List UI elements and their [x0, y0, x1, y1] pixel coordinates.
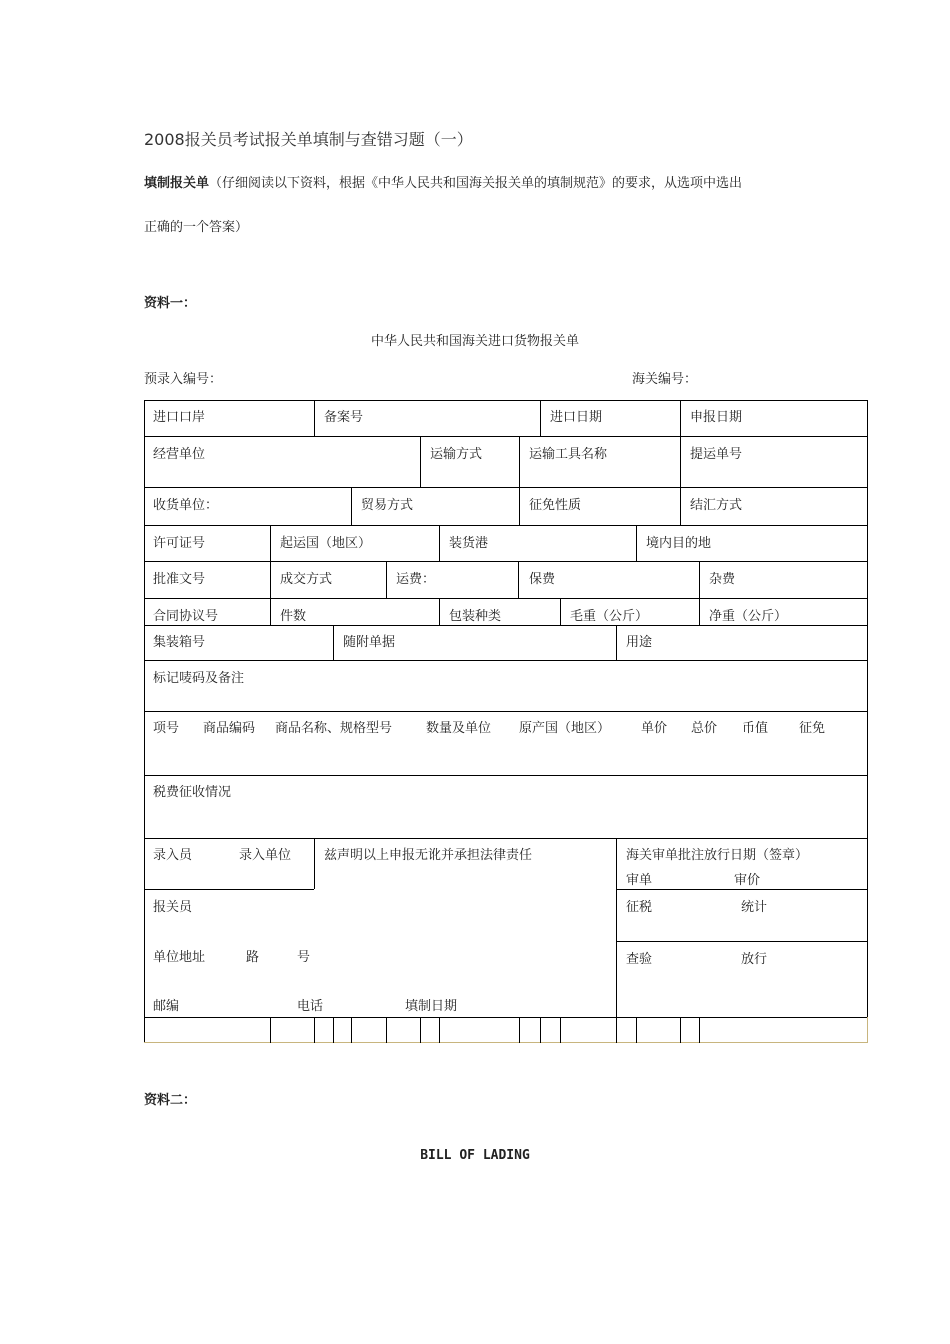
strip-divider [699, 1017, 700, 1043]
strip-divider [386, 1017, 387, 1043]
intro-bold-label: 填制报关单 [144, 176, 210, 191]
intro-line-1 [144, 172, 742, 191]
strip-divider [439, 1017, 440, 1043]
customs-number-label: 海关编号： [632, 372, 698, 387]
section-heading-2: 资料二： [144, 1093, 197, 1108]
field-bill-number: 提运单号 [690, 447, 743, 462]
col-divider [699, 598, 700, 625]
col-divider [680, 400, 681, 436]
field-entry-clerk: 录入员 [153, 848, 193, 863]
field-contract-number: 合同协议号 [153, 609, 219, 624]
col-divider [699, 561, 700, 598]
col-divider [519, 436, 520, 487]
field-net-weight: 净重（公斤） [709, 609, 788, 624]
field-container-number: 集装箱号 [153, 635, 206, 650]
declaration-statement: 兹声明以上申报无讹并承担法律责任 [324, 848, 533, 863]
row-divider [144, 711, 868, 712]
item-header-origin-country: 原产国（地区） [519, 721, 611, 736]
row-divider [144, 487, 868, 488]
field-trade-mode: 贸易方式 [361, 498, 414, 513]
col-divider [333, 625, 334, 660]
field-price-review: 审价 [734, 873, 761, 888]
strip-divider [351, 1017, 352, 1043]
col-divider [680, 487, 681, 525]
field-import-date: 进口日期 [550, 410, 603, 425]
row-divider [144, 625, 868, 626]
field-statistics: 统计 [741, 900, 768, 915]
strip-divider [519, 1017, 520, 1043]
field-gross-weight: 毛重（公斤） [570, 609, 649, 624]
strip-divider [420, 1017, 421, 1043]
field-road: 路 [246, 950, 260, 965]
strip-divider [270, 1017, 271, 1043]
form-border-top [144, 400, 868, 401]
field-operating-unit: 经营单位 [153, 447, 206, 462]
strip-divider [314, 1017, 315, 1043]
strip-divider [540, 1017, 541, 1043]
field-transport-mode: 运输方式 [430, 447, 483, 462]
field-freight: 运费： [396, 572, 436, 587]
col-divider [270, 598, 271, 625]
field-inspection: 查验 [626, 952, 653, 967]
field-fill-date: 填制日期 [405, 999, 458, 1014]
strip-divider [680, 1017, 681, 1043]
col-divider [351, 487, 352, 525]
intro-line-2: 正确的一个答案） [144, 220, 249, 235]
field-packages: 件数 [280, 609, 307, 624]
col-divider [386, 561, 387, 598]
strip-divider [333, 1017, 334, 1043]
field-record-number: 备案号 [324, 410, 364, 425]
field-unit-address: 单位地址 [153, 950, 206, 965]
field-approval-number: 批准文号 [153, 572, 206, 587]
field-misc-fee: 杂费 [709, 572, 736, 587]
col-divider [616, 838, 617, 1017]
field-insurance: 保费 [529, 572, 556, 587]
field-number: 号 [297, 950, 311, 965]
col-divider [636, 525, 637, 561]
item-header-currency: 币值 [742, 721, 769, 736]
strip-divider [616, 1017, 617, 1043]
col-divider [616, 625, 617, 660]
item-header-commodity-code: 商品编码 [203, 721, 256, 736]
field-declare-date: 申报日期 [690, 410, 743, 425]
col-divider [439, 525, 440, 561]
field-attached-documents: 随附单据 [343, 635, 396, 650]
strip-border-bottom [144, 1042, 868, 1043]
customs-declaration-form [144, 400, 868, 1043]
item-header-commodity-name: 商品名称、规格型号 [275, 721, 393, 736]
col-divider [314, 400, 315, 436]
field-transport-name: 运输工具名称 [529, 447, 608, 462]
row-divider [144, 889, 314, 890]
field-document-review: 审单 [626, 873, 653, 888]
field-entry-unit: 录入单位 [239, 848, 292, 863]
field-consignee: 收货单位： [153, 498, 219, 513]
field-loading-port: 装货港 [449, 536, 489, 551]
item-header-tax-exemption: 征免 [799, 721, 826, 736]
field-destination: 境内目的地 [646, 536, 712, 551]
form-border-left [144, 400, 145, 1043]
row-divider [616, 889, 868, 890]
col-divider [540, 400, 541, 436]
field-import-port: 进口口岸 [153, 410, 206, 425]
col-divider [270, 561, 271, 598]
field-settlement-mode: 结汇方式 [690, 498, 743, 513]
field-package-type: 包装种类 [449, 609, 502, 624]
field-marks-remarks: 标记唛码及备注 [153, 671, 245, 686]
row-divider [616, 941, 868, 942]
row-divider [144, 598, 868, 599]
field-tax-status: 税费征收情况 [153, 785, 232, 800]
field-tax-levy: 征税 [626, 900, 653, 915]
col-divider [519, 487, 520, 525]
bill-of-lading-title: BILL OF LADING [420, 1148, 530, 1163]
col-divider [420, 436, 421, 487]
field-origin-country: 起运国（地区） [280, 536, 372, 551]
field-postcode: 邮编 [153, 999, 180, 1014]
field-usage: 用途 [626, 635, 653, 650]
field-tax-nature: 征免性质 [529, 498, 582, 513]
row-divider [144, 838, 868, 839]
strip-border-right [867, 1017, 868, 1043]
item-header-total-price: 总价 [691, 721, 718, 736]
strip-divider [560, 1017, 561, 1043]
document-title: 2008报关员考试报关单填制与查错习题（一） [144, 130, 473, 149]
form-title: 中华人民共和国海关进口货物报关单 [370, 334, 579, 349]
field-deal-mode: 成交方式 [280, 572, 333, 587]
field-phone: 电话 [297, 999, 324, 1014]
row-divider [144, 436, 868, 437]
prerecord-number-label: 预录入编号： [144, 372, 223, 387]
field-release: 放行 [741, 952, 768, 967]
col-divider [560, 598, 561, 625]
item-header-quantity-unit: 数量及单位 [426, 721, 492, 736]
row-divider [144, 775, 868, 776]
strip-divider [636, 1017, 637, 1043]
form-border-right [867, 400, 868, 1017]
item-header-item-number: 项号 [153, 721, 180, 736]
row-divider [144, 1017, 868, 1018]
col-divider [270, 525, 271, 561]
col-divider [314, 838, 315, 889]
customs-approval-label: 海关审单批注放行日期（签章） [626, 848, 809, 863]
col-divider [439, 598, 440, 625]
section-heading-1: 资料一： [144, 296, 197, 311]
intro-text-1: （仔细阅读以下资料，根据《中华人民共和国海关报关单的填制规范》的要求，从选项中选出 [209, 176, 743, 191]
row-divider [144, 561, 868, 562]
col-divider [680, 436, 681, 487]
field-license-number: 许可证号 [153, 536, 206, 551]
row-divider [144, 660, 868, 661]
field-declarant: 报关员 [153, 900, 193, 915]
item-header-unit-price: 单价 [641, 721, 668, 736]
col-divider [518, 561, 519, 598]
row-divider [144, 525, 868, 526]
